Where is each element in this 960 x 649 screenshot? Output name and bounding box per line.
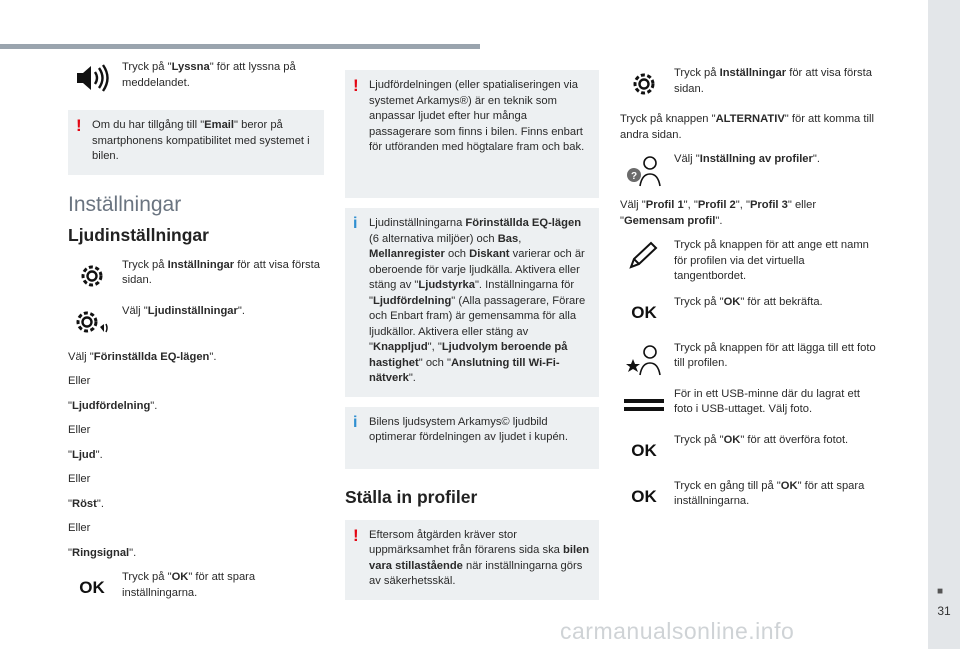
speaker-icon (68, 60, 116, 96)
option-ringsignal: "Ringsignal". (68, 546, 137, 559)
page-marker: ■ (937, 586, 944, 597)
step-text: Tryck på knappen för att ange ett namn för profilen via det virtuella tangentbordet. (674, 239, 869, 282)
step-photo (620, 341, 876, 377)
gear-icon (68, 258, 116, 294)
choose-eq: Välj "Förinställda EQ-lägen". (68, 350, 217, 363)
step-text: Tryck på "OK" för att bekräfta. (674, 295, 823, 308)
page-number: 31 (937, 604, 951, 618)
step-ok-save (68, 570, 324, 606)
step-lyssna (68, 60, 324, 96)
option-ljudfordelning: "Ljudfördelning". (68, 399, 158, 412)
warning-note-arkamys: ! Ljudfördelningen (eller spatialiseringen via systemet Arkamys®) är en teknik som anpassar ljudet efter hur många passagerare som finns i bilen. Finns enbart för utföranden med högtalare fram och bak. (345, 70, 599, 198)
column-1 (68, 60, 324, 616)
svg-text:?: ? (630, 171, 638, 182)
step-profile (620, 152, 876, 188)
step-text: Tryck på Inställningar för att visa första sidan. (674, 67, 872, 95)
alternativ-text: Tryck på knappen "ALTERNATIV" för att komma till andra sidan. (620, 113, 874, 141)
step-text: Tryck på "Lyssna" för att lyssna på meddelandet. (122, 61, 296, 89)
step-name (620, 238, 876, 285)
watermark: carmanualsonline.info (560, 618, 795, 644)
ok-button-icon: OK (79, 578, 105, 597)
warning-mark-icon: ! (353, 76, 359, 95)
ok-button-icon: OK (631, 302, 657, 322)
step-text: Välj "Inställning av profiler". (674, 153, 820, 165)
profile-star-icon (620, 341, 668, 377)
step-text: För in ett USB-minne där du lagrat ett foto i USB-uttaget. Välj foto. (674, 387, 860, 415)
step-text: Tryck en gång till på "OK" för att spara inställningarna. (674, 479, 865, 507)
subsection-title: Ljudinställningar (68, 224, 209, 245)
step-settings (68, 258, 324, 294)
step-text: Tryck på "OK" för att överföra fotot. (674, 433, 849, 446)
column-2 (345, 70, 599, 610)
or-text: Eller (68, 424, 91, 436)
or-text: Eller (68, 522, 91, 534)
step-transfer (620, 433, 876, 469)
warning-mark-icon: ! (353, 525, 359, 545)
step-ljudinstallningar (68, 304, 324, 340)
section-title: Inställningar (68, 192, 182, 216)
step-usb (620, 387, 876, 423)
step-text: Tryck på "OK" för att spara inställningarna. (122, 571, 256, 599)
info-mark-icon: i (353, 413, 358, 431)
option-ljud: "Ljud". (68, 448, 103, 461)
ok-button-icon: OK (631, 440, 657, 460)
step-text: Välj "Ljudinställningar". (122, 304, 245, 317)
ok-button-icon: OK (631, 486, 657, 506)
gear-sound-icon (68, 304, 116, 340)
step-settings (620, 66, 876, 102)
info-note-arkamys: i Bilens ljudsystem Arkamys© ljudbild optimerar fördelningen av ljudet i kupén. (345, 407, 599, 469)
step-text: Tryck på Inställningar för att visa första sidan. (122, 258, 320, 286)
step-save (620, 479, 876, 515)
info-mark-icon: i (353, 215, 358, 232)
warning-note-profiles: ! Eftersom åtgärden kräver stor uppmärksamhet från förarens sida ska bilen vara stillastående när inställningarna görs av säkerhetsskäl. (345, 520, 599, 600)
side-tab (928, 0, 960, 649)
section-profiles: Ställa in profiler (345, 486, 478, 507)
column-3 (620, 66, 876, 525)
info-note-eq: i Ljudinställningarna Förinställda EQ-lägen (6 alternativa miljöer) och Bas, Mellanregister och Diskant varierar och är oberoende för varje ljudkälla. Aktivera eller stäng av "Ljudstyrka". Inställningarna för "Ljudfördelning" (Alla passagerare, Förare och Enbart fram) är gemensamma för alla ljudkällor. Aktivera eller stäng av "Knappljud", "Ljudvolym beroende på hastighet" och "Anslutning till Wi-Fi-nätverk". (345, 208, 599, 397)
header-bar (0, 44, 480, 49)
or-text: Eller (68, 375, 91, 387)
step-text: Tryck på knappen för att lägga till ett foto till profilen. (674, 341, 876, 369)
warning-note-email: ! Om du har tillgång till "Email" beror på smartphonens kompatibilitet med systemet i bilen. (68, 110, 324, 175)
usb-slot-icon (620, 387, 668, 423)
profile-question-icon (620, 152, 668, 188)
choose-profile: Välj "Profil 1", "Profil 2", "Profil 3" eller "Gemensam profil". (620, 199, 817, 227)
warning-mark-icon: ! (76, 116, 82, 135)
option-rost: "Röst". (68, 497, 104, 510)
step-confirm (620, 295, 876, 331)
pencil-icon (620, 238, 668, 274)
gear-icon (620, 66, 668, 102)
or-text: Eller (68, 473, 91, 485)
